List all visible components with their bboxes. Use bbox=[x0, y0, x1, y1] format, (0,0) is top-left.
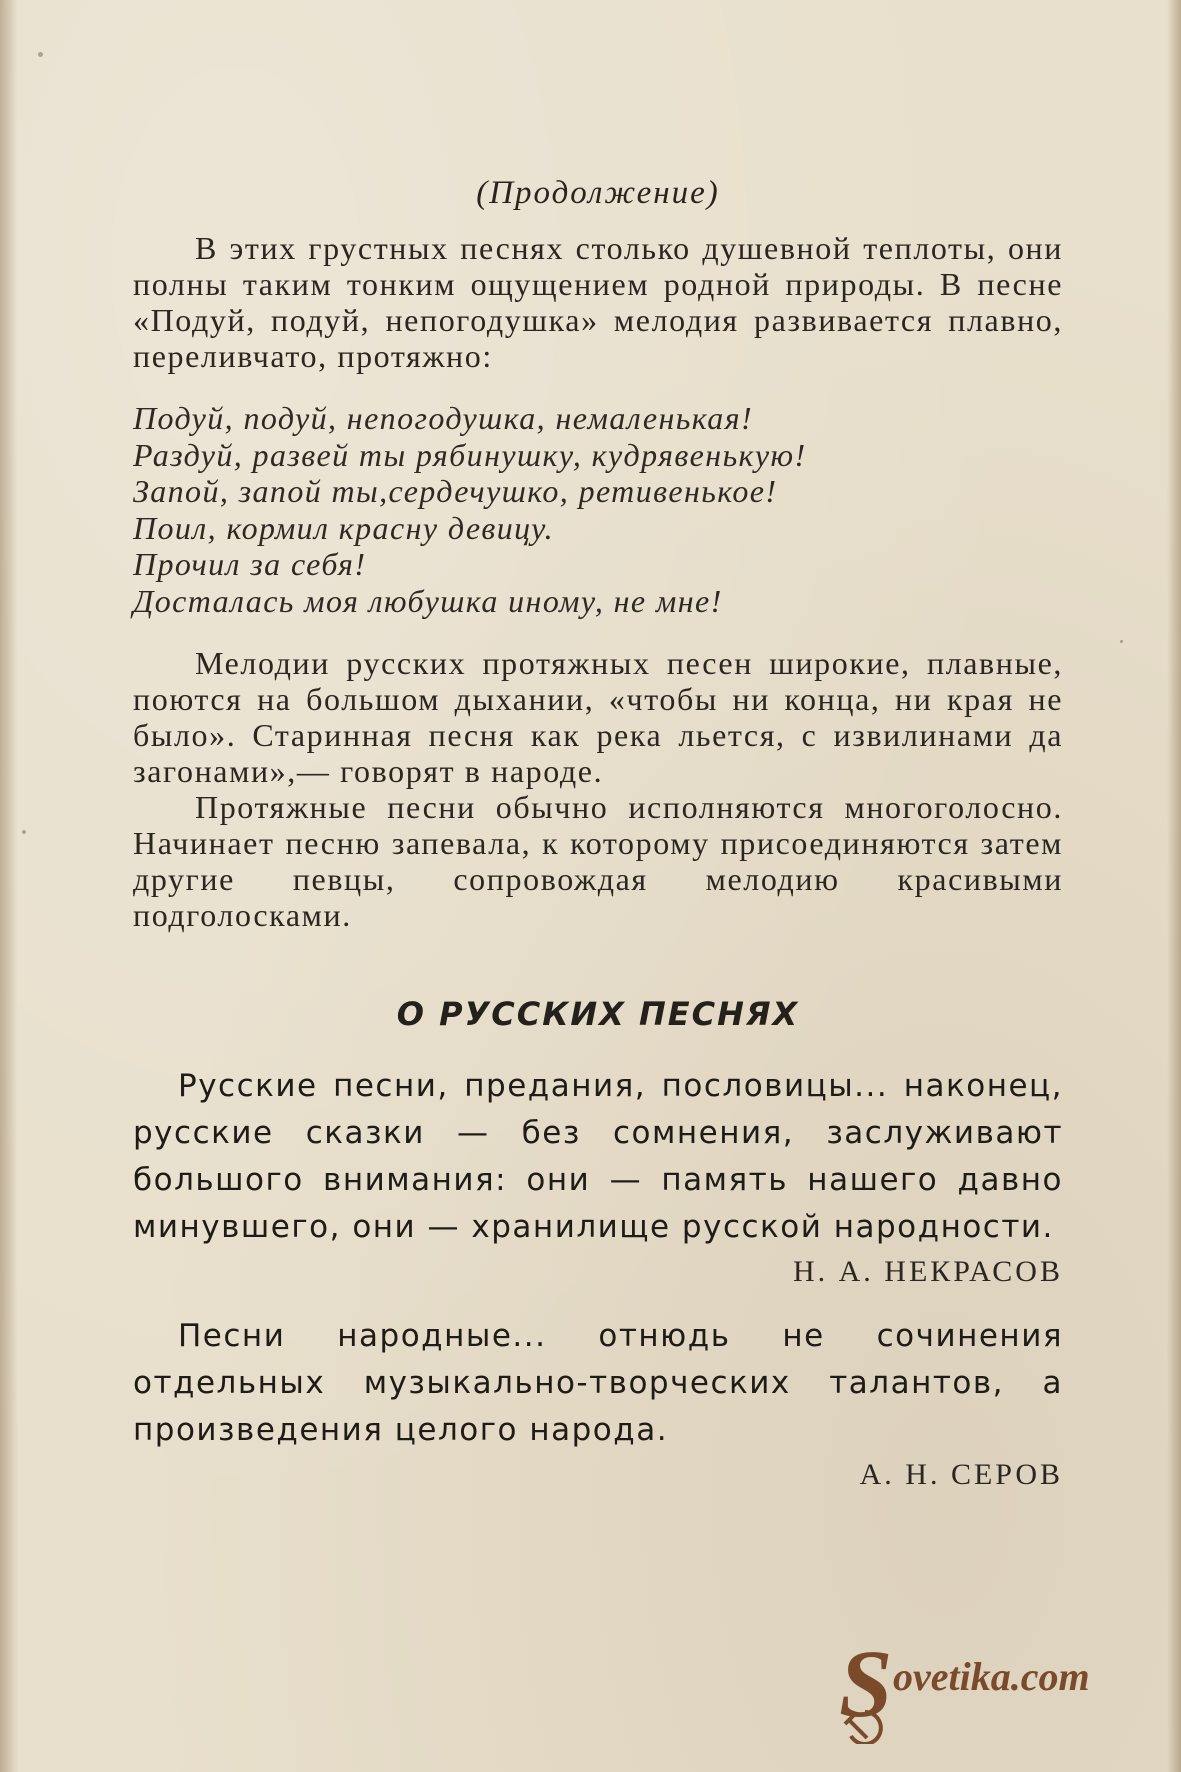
paragraph-melodies: Мелодии русских протяжных песен широкие, плавные, поются на большом дыхании, «чтобы ни конца, ни края не было». Старинная песня как река льется, с извилинами да загонами»,— говорят в народе. bbox=[133, 645, 1063, 789]
watermark-initial: S bbox=[839, 1630, 893, 1737]
paragraph-polyphony: Протяжные песни обычно исполняются многоголосно. Начинает песню запевала, к которому присоединяются затем другие певцы, сопровождая мелодию красивыми подголосками. bbox=[133, 789, 1063, 933]
watermark-graphic bbox=[831, 1624, 1161, 1744]
verse-line: Прочил за себя! bbox=[133, 546, 367, 582]
quote-author-serov: А. Н. СЕРОВ bbox=[859, 1458, 1063, 1491]
verse-line: Поил, кормил красну девицу. bbox=[133, 509, 555, 546]
page-edge-shadow-left bbox=[0, 0, 18, 1772]
quote-author-nekrasov: Н. А. НЕКРАСОВ bbox=[792, 1255, 1063, 1288]
quote-serov: Песни народные... отнюдь не сочинения отдельных музыкально-творческих талантов, а произведения целого народа. bbox=[133, 1318, 1063, 1448]
continuation-heading: (Продолжение) bbox=[476, 175, 720, 211]
page-edge-shadow-right bbox=[1167, 0, 1181, 1772]
paper-speck bbox=[22, 830, 26, 834]
verse-line: Раздуй, развей ты рябинушку, кудрявенькую! bbox=[133, 436, 807, 473]
verse-line: Подуй, подуй, непогодушка, немаленькая! bbox=[133, 400, 754, 436]
quote-nekrasov: Русские песни, предания, пословицы... наконец, русские сказки — без сомнения, заслуживают большого внимания: они — память нашего давно минувшего, они — хранилище русской народности. bbox=[133, 1068, 1063, 1245]
watermark-text: ovetika.com bbox=[893, 1654, 1090, 1699]
verse-line: Досталась моя любушка иному, не мне! bbox=[133, 582, 723, 619]
paper-speck bbox=[1120, 640, 1123, 643]
verse-line: Запой, запой ты,сердечушко, ретивенькое! bbox=[133, 473, 778, 509]
section-title: О РУССКИХ ПЕСНЯХ bbox=[396, 995, 800, 1033]
song-verse bbox=[133, 400, 1063, 619]
paragraph-intro: В этих грустных песнях столько душевной теплоты, они полны таким тонким ощущением родной природы. В песне «Подуй, подуй, непогодушка» мелодия развивается плавно, переливчато, протяжно: bbox=[133, 230, 1063, 374]
paper-speck bbox=[38, 52, 43, 57]
sovetika-watermark bbox=[831, 1624, 1161, 1744]
page-content bbox=[133, 175, 1063, 1516]
